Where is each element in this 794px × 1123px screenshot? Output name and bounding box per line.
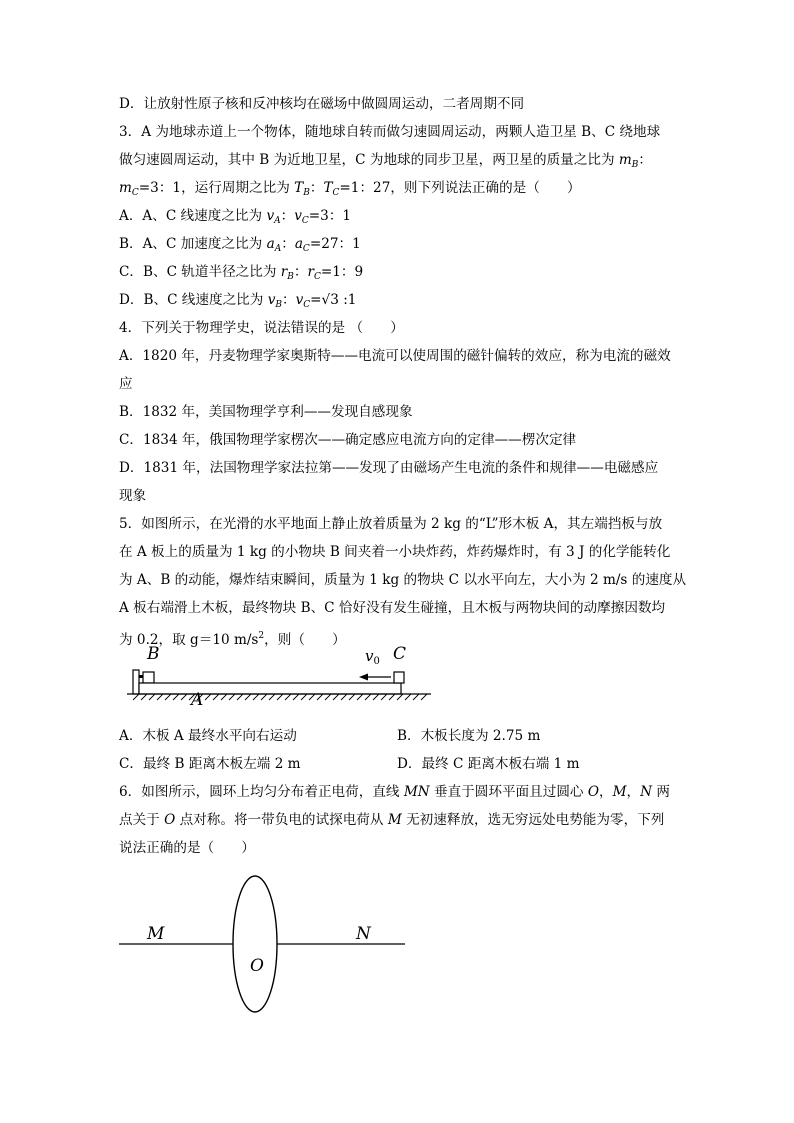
subscript-b: B — [275, 300, 282, 310]
q6-stem-line-3: 说法正确的是（ ） — [119, 840, 255, 856]
q3-option-a[interactable] — [119, 202, 679, 230]
q6-stem-text: 6．如图所示，圆环上均匀分布着正电荷，直线 — [119, 784, 404, 800]
q6-stem-line-2 — [119, 806, 679, 834]
subscript-a: A — [274, 244, 282, 254]
q6-stem-line-1 — [119, 778, 679, 806]
q4-option-d-line-2: 现象 — [119, 488, 147, 504]
q4-option-b[interactable]: B．1832 年，美国物理学亨利——发现自感现象 — [119, 404, 413, 420]
board-left-wall — [133, 670, 139, 694]
option-text: D．B、C 线速度之比为 — [119, 292, 268, 308]
subscript-b: B — [303, 188, 310, 198]
board-a — [139, 683, 401, 694]
q2-option-d: D．让放射性原子核和反冲核均在磁场中做圆周运动，二者周期不同 — [119, 96, 525, 112]
q6-stem-text: 点关于 — [119, 812, 165, 828]
board-diagram — [119, 652, 439, 722]
q3-stem-line-3 — [119, 174, 679, 202]
q5-options-row-2 — [119, 750, 679, 778]
velocity-symbol: v — [294, 208, 302, 224]
option-text: A．A、C 线速度之比为 — [119, 208, 267, 224]
symbol-o: O — [164, 812, 176, 828]
symbol-n: N — [640, 784, 653, 800]
q4-option-a-line-1[interactable]: A．1820 年，丹麦物理学家奥斯特——电流可以使周围的磁针偏转的效应，称为电流的磁效 — [119, 348, 671, 364]
q5-option-a[interactable]: A．木板 A 最终水平向右运动 — [119, 728, 297, 744]
label-v-subscript: 0 — [373, 656, 380, 667]
option-text: =3：1 — [308, 208, 352, 224]
q6-ring-figure — [119, 864, 679, 1024]
q5-stem-line-4: A 板右端滑上木板，最终物块 B、C 恰好没有发生碰撞，且木板与两物块间的动摩擦因数均 — [119, 600, 666, 616]
explosive-block — [139, 675, 143, 678]
colon: ： — [281, 236, 295, 252]
period-symbol: T — [323, 180, 333, 196]
q6-stem-text: 无初速释放，选无穷远处电势能为零，下列 — [401, 812, 665, 828]
colon: ： — [309, 180, 324, 196]
option-text: =27：1 — [309, 236, 361, 252]
q5-options-row-1 — [119, 722, 679, 750]
acceleration-symbol: a — [294, 236, 303, 252]
label-n: N — [356, 924, 371, 944]
q3-stem-line-2 — [119, 146, 679, 174]
radius-symbol: r — [307, 264, 314, 280]
q4-option-c[interactable]: C．1834 年，俄国物理学家楞次——确定感应电流方向的定律——楞次定律 — [119, 432, 577, 448]
option-text: C．B、C 轨道半径之比为 — [119, 264, 281, 280]
subscript-a: A — [274, 216, 281, 226]
q3-stem-text: =1：27，则下列说法正确的是（ ） — [339, 180, 581, 196]
colon: ： — [280, 208, 295, 224]
q6-stem-text: 垂直于圆环平面且过圆心 — [429, 784, 588, 800]
label-m: M — [147, 924, 165, 944]
label-c: C — [393, 644, 407, 664]
label-v: v — [365, 647, 374, 665]
subscript-b: B — [287, 272, 294, 282]
subscript-c: C — [302, 244, 310, 254]
q5-board-figure — [119, 644, 679, 722]
velocity-symbol: v — [266, 208, 275, 224]
option-text: =1：9 — [320, 264, 364, 280]
ground-hatch — [133, 694, 427, 700]
q3-stem-text: =3：1，运行周期之比为 — [138, 180, 295, 196]
velocity-symbol: v — [295, 292, 304, 308]
option-text: =√3 :1 — [310, 292, 357, 308]
symbol-mn: MN — [403, 784, 430, 800]
option-text: B．A、C 加速度之比为 — [119, 236, 267, 252]
separator: ， — [599, 784, 613, 800]
block-c — [394, 672, 404, 683]
charged-ring — [233, 876, 277, 1012]
exam-page — [119, 90, 687, 1024]
mass-symbol: m — [618, 152, 632, 168]
superscript-2: 2 — [258, 631, 265, 641]
q3-option-c[interactable] — [119, 258, 679, 286]
q4-option-a-line-2: 应 — [119, 376, 133, 392]
acceleration-symbol: a — [266, 236, 275, 252]
label-o: O — [250, 956, 264, 976]
q3-option-d[interactable] — [119, 286, 679, 314]
subscript-c: C — [332, 188, 340, 198]
period-symbol: T — [294, 180, 304, 196]
q3-option-b[interactable] — [119, 230, 679, 258]
symbol-m: M — [387, 812, 402, 828]
colon: ： — [282, 292, 296, 308]
subscript-c: C — [131, 188, 139, 198]
q5-option-b[interactable]: B．木板长度为 2.75 m — [397, 728, 541, 744]
q6-stem-text: 点对称。将一带负电的试探电荷从 — [175, 812, 388, 828]
q5-stem-line-3: 为 A、B 的动能，爆炸结束瞬间，质量为 1 kg 的物块 C 以水平向左，大小为 2 m/s 的速度从 — [119, 572, 687, 588]
block-b — [143, 672, 154, 683]
colon: ： — [293, 264, 308, 280]
colon: ： — [638, 152, 652, 168]
subscript-c: C — [303, 300, 311, 310]
q5-stem-text: ，则（ ） — [264, 632, 346, 648]
q3-stem-text: 做匀速圆周运动，其中 B 为近地卫星，C 为地球的同步卫星，两卫星的质量之比为 — [119, 152, 619, 168]
q5-stem-text: 为 0.2，取 g＝10 m/s — [119, 632, 259, 648]
subscript-c: C — [314, 272, 321, 282]
subscript-c: C — [301, 216, 309, 226]
symbol-m: M — [612, 784, 627, 800]
mass-symbol: m — [119, 180, 132, 196]
q6-stem-text: 两 — [652, 784, 670, 800]
symbol-o: O — [587, 784, 600, 800]
q4-option-d-line-1[interactable]: D．1831 年，法国物理学家法拉第——发现了由磁场产生电流的条件和规律——电磁感应 — [119, 460, 659, 476]
q5-stem-line-1: 5．如图所示，在光滑的水平地面上静止放着质量为 2 kg 的“L”形木板 A，其左端挡板与放 — [119, 516, 663, 532]
velocity-symbol: v — [267, 292, 276, 308]
label-v0 — [365, 642, 380, 676]
q5-option-c[interactable]: C．最终 B 距离木板左端 2 m — [119, 756, 301, 772]
q5-stem-line-2: 在 A 板上的质量为 1 kg 的小物块 B 间夹着一小块炸药，炸药爆炸时，有 3 J 的化学能转化 — [119, 544, 671, 560]
subscript-b: B — [631, 160, 639, 170]
label-a: A — [191, 690, 204, 710]
q4-stem: 4．下列关于物理学史，说法错误的是 （ ） — [119, 320, 404, 336]
q3-stem-line-1: 3．A 为地球赤道上一个物体，随地球自转而做匀速圆周运动，两颗人造卫星 B、C 绕地球 — [119, 124, 661, 140]
label-b: B — [147, 644, 160, 664]
q5-option-d[interactable]: D．最终 C 距离木板右端 1 m — [397, 756, 580, 772]
radius-symbol: r — [280, 264, 288, 280]
separator: ， — [626, 784, 641, 800]
